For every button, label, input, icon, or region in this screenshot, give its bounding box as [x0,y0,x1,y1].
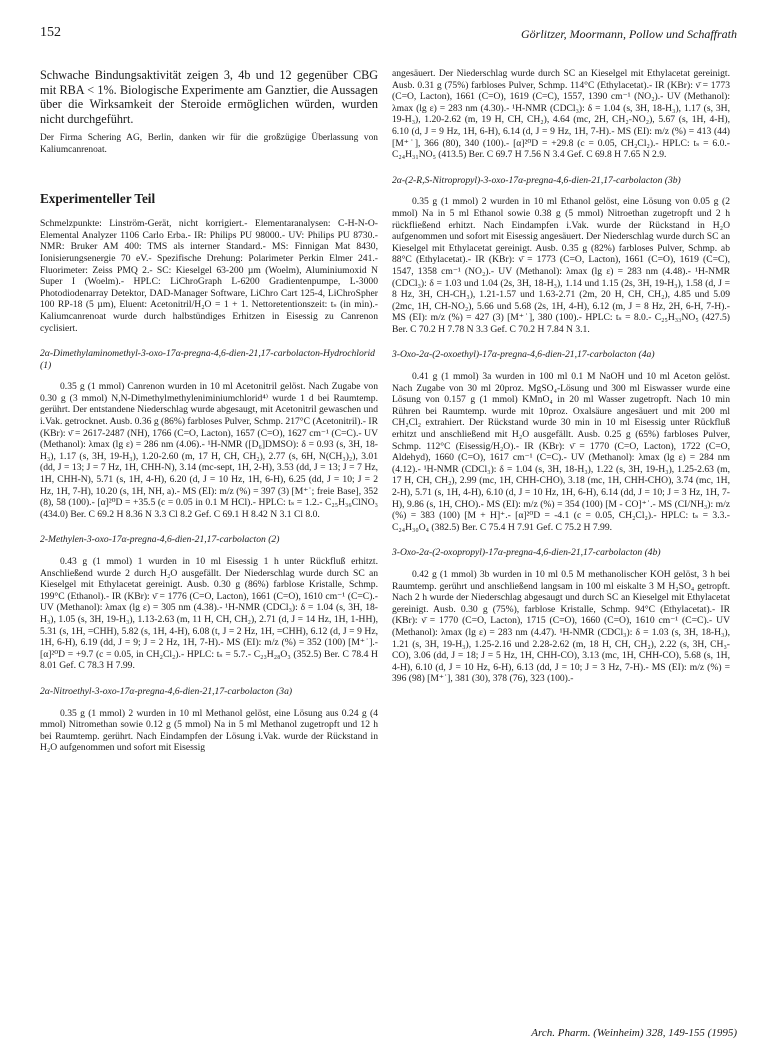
methods-paragraph: Schmelzpunkte: Linström-Gerät, nicht korrigiert.- Elementaranalysen: C-H-N-O-Elemental Analyzer 1106 Carlo Erba.- IR: Philips PU 98000.- UV: Philips PU 8730.- NMR: Bruker AM 400: TMS als interner Standard.- MS: Finnigan Mat 8430, Ionisierungsenergie 70 eV.- Spezifische Drehung: Polarimeter Perkin Elmer 241.- Fluorimeter: Zeiss PMQ 2.- SC: Kieselgel 63-200 µm (Woelm), Aluminiumoxid N Super I (Woelm).- HPLC: LiChroGraph L-6200 Gradientenpumpe, L-3000 Photodiodenarray Detektor, DAD-Manager Software, LiChro Cart 125-4, LiChroSpher 100 RP-18 (5 µm), Eluent: Acetonitril/H₂O = 1 + 1. Nettoretentionszeit: tₛ (in min).- Kaliumcanrenoat wurde durch halbstündiges Erhitzen in Eisessig zu Canrenon cyclisiert. [40,218,378,334]
compound-4b-text: 0.42 g (1 mmol) 3b wurden in 10 ml 0.5 M methanolischer KOH gelöst, 3 h bei Raumtemp. gerührt und anschließend langsam in 100 ml eiskalte 3 M H₂SO₄ getropft. Nach 2 h wurde der Niederschlag abgesaugt und durch SC an Kieselgel mit Ethylacetat gereinigt. Ausb. 0.30 g (75%), farblose Kristalle, Schmp. 94°C (Ethylacetat).- IR (KBr): ν̄ = 1770 (C=O, Lacton), 1715 (C=O), 1660 (C=O), 1610 cm⁻¹ (C=C).- UV (Methanol): λmax (lg ε) = 283 nm (4.47). ¹H-NMR (CDCl₃): δ = 1.03 (s, 3H, 18-H₃), 1.21 (s, 3H, 19-H₃), 1.25-2.16 und 2.28-2.62 (m, 18 H, CH, CH₂), 2.22 (s, 3H, CH₃-CO), 3.06 (dd, J = 18; J = 5 Hz, 1H, CHH-CO), 3.13 (mc, 1H, CHH-CO), 5.68 (s, 1H, 4-H), 6.10 (d, J = 10 Hz, 6-H), 6.13 (dd, J = 10; J = 3 Hz, 7-H).- MS (EI): m/z (%) = 396 (98) [M⁺˙], 381 (30), 378 (76), 323 (100).- [392,568,730,685]
journal-citation: Arch. Pharm. (Weinheim) 328, 149-155 (1995) [531,1027,737,1039]
compound-3a-title: 2α-Nitroethyl-3-oxo-17α-pregna-4,6-dien-21,17-carbolacton (3a) [40,685,293,697]
compound-1-text: 0.35 g (1 mmol) Canrenon wurden in 10 ml Acetonitril gelöst. Nach Zugabe von 0.30 g (3 mmol) N,N-Dimethylmethyleniminiumchlorid⁴⁾ wurde 1 d bei Raumtemp. gerührt. Der entstandene Niederschlag wurde abgesaugt, mit Acetonitril gewaschen und i.Vak. getrocknet. Ausb. 0.36 g (86%) farbloses Pulver, Schmp. 217°C (Acetonitril).- IR (KBr): ν̄ = 2617-2487 (NH), 1766 (C=O, Lacton), 1657 (C=O), 1627 cm⁻¹ (C=C).- UV (Methanol): λmax (lg ε) = 286 nm (4.06).- ¹H-NMR ([D₆]DMSO): δ = 0.93 (s, 3H, 18-H₃), 1.17 (s, 3H, 19-H₃), 1.20-2.60 (m, 17 H, CH, CH₂), 2.77 (s, 6H, N(CH₃)₂), 3.01 (dd, J = 13; J = 7 Hz, 1H, CHH-N), 3.14 (mc-sept, 1H, 2-H), 3.53 (dd, J = 13; J = 7 Hz, 1H, CHH-N), 5.71 (s, 1H, 4-H), 6.20 (d, J = 10 Hz, 1H, 6-H), 6.25 (dd, J = 10; J = 2 Hz, 1H, 7-H), 10.20 (s, 1H, NH, a).- MS (EI): m/z (%) = 397 (3) [M⁺˙; freie Base], 352 (8), 58 (100).- [α]²⁰D = +35.5 (c = 0.05 in 0.1 M HCl).- HPLC: tₛ = 1.2.- C₂₅H₃₆ClNO₃ (434.0) Ber. C 69.2 H 8.36 N 3.3 Cl 8.2 Gef. C 69.1 H 8.42 N 3.1 Cl 8.0. [40,381,378,520]
compound-4b-title: 3-Oxo-2α-(2-oxopropyl)-17α-pregna-4,6-dien-21,17-carbolacton (4b) [392,547,661,559]
running-header-authors: Görlitzer, Moormann, Pollow und Schaffrath [520,27,737,41]
compound-3a-text: 0.35 g (1 mmol) 2 wurden in 10 ml Methanol gelöst, eine Lösung aus 0.24 g (4 mmol) Nitromethan sowie 0.12 g (5 mmol) Na in 5 ml Methanol zugetropft und 12 h bei Raumtemp. gerührt. Nach Eindampfen der Lösung i.Vak. wurde der Rückstand in H₂O aufgenommen und sofort mit Eisessig [40,707,378,754]
compound-3a-continuation: angesäuert. Der Niederschlag wurde durch SC an Kieselgel mit Ethylacetat gereinigt. Ausb. 0.31 g (75%) farbloses Pulver, Schmp. 114°C (Ethylacetat).- IR (KBr): ν̄ = 1773 (C=O, Lacton), 1661 (C=O), 1619 (C=C), 1557, 1390 cm⁻¹ (NO₂).- UV (Methanol): λmax (lg ε) = 283 nm (4.30).- ¹H-NMR (CDCl₃): δ = 1.04 (s, 3H, 18-H₃), 1.17 (s, 3H, 19-H₃), 1.20-2.62 (m, 19 H, CH, CH₂), 4.64 (mc, 2H, CH₂-NO₂), 5.67 (s, 1H, 4-H), 6.10 (d, J = 9 Hz, 1H, 6-H), 6.14 (d, J = 9 Hz, 1H, 7-H).- MS (EI): m/z (%) = 413 (44) [M⁺˙], 366 (80), 340 (100).- [α]²⁰D = +29.8 (c = 0.05, CH₂Cl₂).- HPLC: tₛ = 6.0.- C₂₄H₃₁NO₅ (413.5) Ber. C 69.7 H 7.56 N 3.4 Gef. C 69.8 H 7.65 N 2.9. [392,68,730,161]
compound-1-title: 2α-Dimethylaminomethyl-3-oxo-17α-pregna-4,6-dien-21,17-carbolacton-Hydrochlorid (1) [40,348,375,371]
right-column [392,68,730,692]
compound-4a-text: 0.41 g (1 mmol) 3a wurden in 100 ml 0.1 M NaOH und 10 ml Aceton gelöst. Nach Zugabe von 30 ml 20proz. MgSO₄-Lösung und 300 ml Eiswasser wurde eine Lösung von 0.157 g (1 mmol) KMnO₄ in 20 ml Wasser zugetropft. Nach 10 min Rühren bei Raumtemp. wurde mit 10proz. Oxalsäure angesäuert und mit 200 ml CH₂Cl₂ extrahiert. Der Rückstand wurde 30 min in 10 ml Eisessig unter Rückfluß erhitzt und anschließend mit H₂O ausgefällt. Ausb. 0.25 g (65%) farbloses Pulver, Schmp. 112°C (Eisessig/H₂O).- IR (KBr): ν̄ = 1770 (C=O, Lacton), 1722 (C=O, Aldehyd), 1660 (C=O), 1617 cm⁻¹ (C=C).- UV (Methanol): λmax (lg ε) = 284 nm (4.12).- ¹H-NMR (CDCl₃): δ = 1.04 (s, 3H, 18-H₃), 1.22 (s, 3H, 19-H₃), 1.25-2.63 (m, 17 H, CH, CH₂), 2.99 (mc, 1H, CHH-CHO), 3.18 (mc, 1H, CHH-CHO), 3.74 (mc, 1H, 2-H), 5.71 (s, 1H, 4-H), 6.10 (d, J = 10 Hz, 1H, 6-H), 6.14 (dd, J = 10; J = 3 Hz, 1H, 7-H), 9.86 (s, 1H, CHO).- MS (EI): m/z (%) = 354 (100) [M - CO]⁺˙.- MS (CI/NH₃): m/z (%) = 383 (100) [M + H]⁺.- [α]²⁰D = -4.1 (c = 0.05, CH₂Cl₂).- HPLC: tₛ = 3.3.- C₂₄H₃₀O₄ (382.5) Ber. C 75.4 H 7.91 Gef. C 75.2 H 7.99. [392,371,730,533]
compound-2-title: 2-Methylen-3-oxo-17α-pregna-4,6-dien-21,17-carbolacton (2) [40,534,280,546]
compound-3b-text: 0.35 g (1 mmol) 2 wurden in 10 ml Ethanol gelöst, eine Lösung von 0.05 g (2 mmol) Na in 5 ml Ethanol sowie 0.38 g (5 mmol) Nitroethan zugetropft und 2 h rückfließend erhitzt. Nach Eindampfen i.Vak. wurde der Rückstand in H₂O aufgenommen und sofort mit Eisessig angesäuert. Der Niederschlag wurde durch SC an Kieselgel mit Ethylacetat gereinigt. Ausb. 0.35 g (82%) farbloses Pulver, Schmp. ab 88°C (Ethylacetat).- IR (KBr): ν̄ = 1773 (C=O, Lacton), 1661 (C=O), 1619 (C=C), 1547, 1358 cm⁻¹ (NO₂).- UV (Methanol): λmax (lg ε) = 283 nm (4.48).- ¹H-NMR (CDCl₃): δ = 1.03 und 1.04 (2s, 3H, 18-H₃), 1.14 und 1.15 (2s, 3H, 19-H₃), 1.58 (d, J = 8 Hz, 3H, CH-CH₃), 1.21-1.57 und 1.63-2.71 (2m, 20 H, CH, CH₂), 4.85 und 5.09 (2mc, 1H, CH-NO₂), 5.66 und 5.68 (2s, 1H, 4-H), 6.12 (m, J = 8 Hz, 2H, 6-H, 7-H).- MS (EI): m/z (%) = 427 (3) [M⁺˙], 380 (100).- HPLC: tₛ = 8.0.- C₂₅H₃₃NO₅ (427.5) Ber. C 70.2 H 7.78 N 3.3 Gef. C 70.2 H 7.84 N 3.1. [392,196,730,335]
acknowledgement: Der Firma Schering AG, Berlin, danken wir für die großzügige Überlassung von Kaliumcanrenoat. [40,133,378,155]
section-heading: Experimenteller Teil [40,190,156,206]
compound-2-text: 0.43 g (1 mmol) 1 wurden in 10 ml Eisessig 1 h unter Rückfluß erhitzt. Anschließend wurde 2 durch H₂O ausgefällt. Der Niederschlag wurde durch SC an Kieselgel mit Ethylacetat gereinigt. Ausb. 0.30 g (86%) farblose Kristalle, Schmp. 199°C (Ethanol).- IR (KBr): ν̄ = 1776 (C=O, Lacton), 1661 (C=O), 1610 cm⁻¹ (C=C).- UV (Methanol): λmax (lg ε) = 305 nm (4.38).- ¹H-NMR (CDCl₃): δ = 1.04 (s, 3H, 18-H₃), 1.05 (s, 3H, 19-H₃), 1.13-2.63 (m, 11 H, CH, CH₂), 2.71 (d, J = 14 Hz, 1H, 1-HH), 5.31 (s, 1H, =CHH), 5.82 (s, 1H, 4-H), 6.08 (t, J = 2 Hz, 1H, =CHH), 6.12 (d, J = 9 Hz, 1H, 6-H), 6.19 (dd, J = 9; J = 2 Hz, 1H, 7-H).- MS (EI): m/z (%) = 352 (100) [M⁺˙].- [α]²⁰D = +9.7 (c = 0.05, in CH₂Cl₂).- HPLC: tₛ = 5.7.- C₂₃H₂₈O₃ (352.5) Ber. C 78.4 H 8.01 Gef. C 78.3 H 7.99. [40,556,378,672]
page-number: 152 [40,25,61,40]
compound-3b-title: 2α-(2-R,S-Nitropropyl)-3-oxo-17α-pregna-4,6-dien-21,17-carbolacton (3b) [392,174,681,186]
intro-paragraph: Schwache Bindungsaktivität zeigen 3, 4b und 12 gegenüber CBG mit RBA < 1%. Biologische Experimente am Ganztier, die Aussagen über die Wirksamkeit der Steroide ermöglichen würden, wurden nicht durchgeführt. [40,68,378,126]
compound-4a-title: 3-Oxo-2α-(2-oxoethyl)-17α-pregna-4,6-dien-21,17-carbolacton (4a) [392,349,655,361]
left-column [40,68,378,761]
